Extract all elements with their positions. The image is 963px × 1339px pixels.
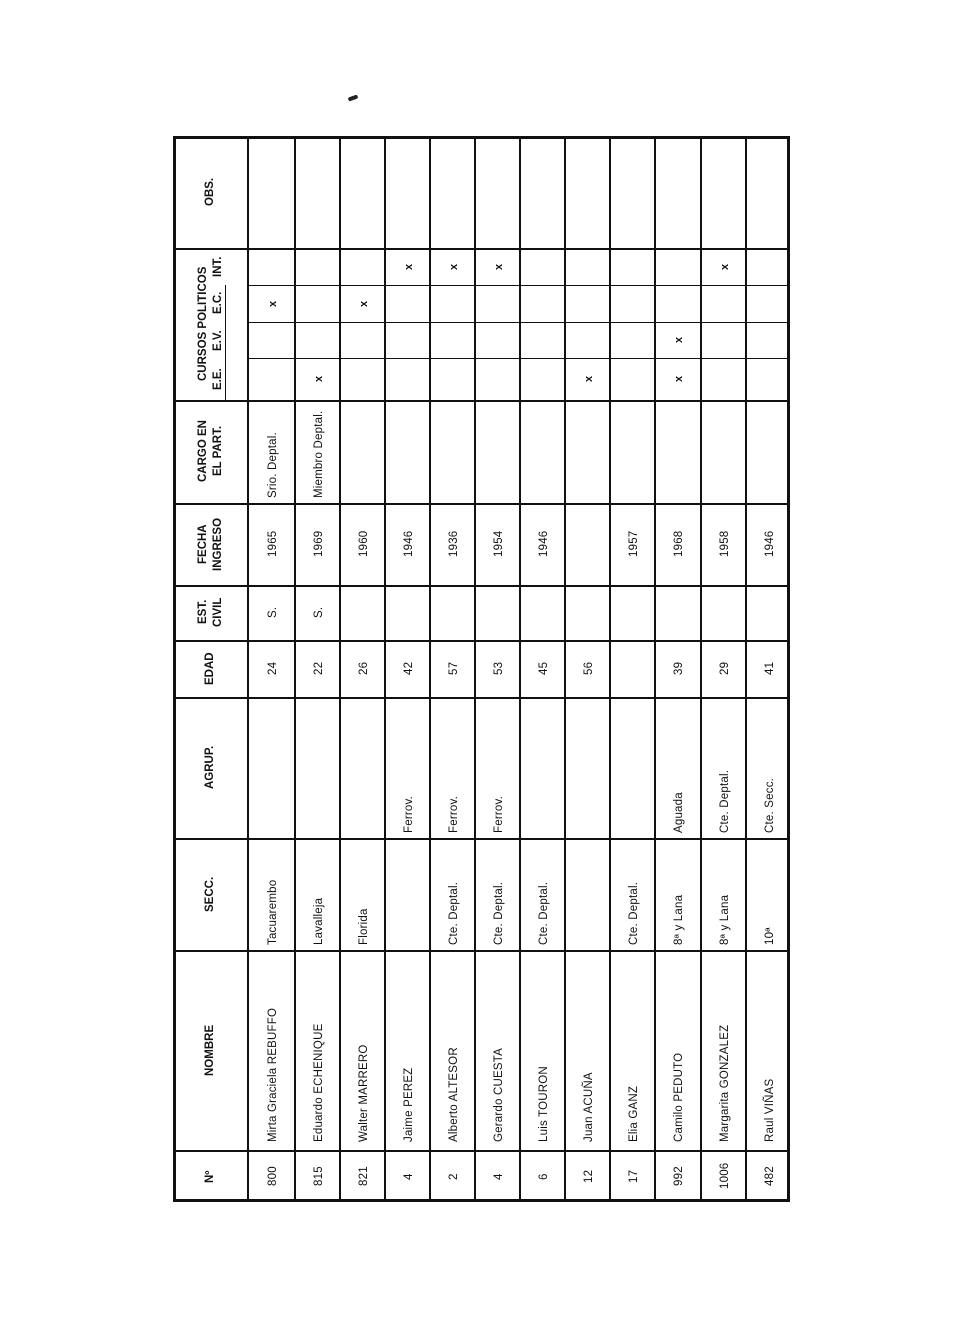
row-divider [294,136,296,1201]
cursos-mark-int: x [447,263,460,270]
column-divider [173,136,790,138]
cell-edad: 53 [492,661,505,675]
header-ec: E.C. [212,291,224,314]
cell-edad: 45 [537,661,550,675]
cell-fecha: 1958 [718,530,731,557]
cell-secc: 8ª y Lana [718,894,731,945]
column-divider [173,697,790,699]
cursos-mark-ev: x [673,336,685,343]
cell-nombre: Walter MARRERO [357,1044,370,1142]
cell-numero: 800 [266,1166,279,1186]
cell-secc: 8ª y Lana [673,894,685,945]
cell-agrup: Cte. Secc. [763,777,776,833]
cell-numero: 821 [357,1166,370,1186]
column-divider [173,640,790,642]
cell-secc: 10ª [763,927,776,945]
cell-numero: 4 [402,1172,415,1180]
header-est-civil: EST. [197,599,209,624]
cursos-mark-ee: x [673,375,685,382]
cursos-mark-int: x [402,263,415,270]
cell-numero: 815 [312,1166,325,1186]
row-divider [519,136,521,1201]
cell-cargo: Srio. Deptal. [266,432,279,498]
cursos-sub-tick [225,322,226,358]
cell-edad: 26 [357,661,370,675]
cell-fecha: 1960 [357,530,370,557]
cell-edad: 39 [673,661,685,675]
column-divider [173,400,790,402]
cell-nombre: Luis TOURON [537,1066,550,1142]
cell-est-civil: S. [266,606,279,618]
cell-est-civil: S. [312,606,325,618]
row-divider [745,136,747,1201]
cell-nombre: Gerardo CUESTA [492,1048,505,1142]
cell-secc: Cte. Deptal. [537,881,550,945]
row-divider [247,136,249,1201]
header-agrup: AGRUP. [204,745,216,789]
cell-nombre: Mirta Graciela REBUFFO [266,1007,279,1142]
cursos-sub-tick [225,358,226,400]
row-divider [339,136,341,1201]
cell-nombre: Elia GANZ [627,1085,640,1142]
cell-fecha: 1946 [537,530,550,557]
table-border-bottom [173,1199,790,1202]
cell-fecha: 1957 [627,530,640,557]
header-obs: OBS. [204,177,216,206]
cell-numero: 482 [763,1166,776,1186]
column-divider [173,1150,790,1152]
cell-edad: 56 [582,661,595,675]
row-divider [384,136,386,1201]
row-divider [609,136,611,1201]
column-divider [173,585,790,587]
cell-numero: 992 [673,1166,685,1186]
cell-nombre: Jaime PEREZ [402,1067,415,1142]
cell-agrup: Aguada [673,792,685,833]
header-ev: E.V. [212,329,224,351]
cell-fecha: 1954 [492,530,505,557]
cell-nombre: Eduardo ECHENIQUE [312,1023,325,1142]
cell-secc: Lavalleja [312,897,325,945]
table-border-right [787,136,790,1201]
cursos-mark-int: x [492,263,505,270]
header-cargo: EL PART. [212,425,224,476]
cell-fecha: 1965 [266,530,279,557]
cell-cargo: Miembro Deptal. [312,410,325,498]
header-est-civil: CIVIL [212,597,224,627]
cell-fecha: 1969 [312,530,325,557]
cell-numero: 12 [582,1169,595,1183]
header-edad: EDAD [204,651,216,685]
cell-nombre: Alberto ALTESOR [447,1047,460,1142]
cell-nombre: Raul VIÑAS [763,1078,776,1142]
cell-agrup: Ferrov. [447,796,460,833]
header-int: INT. [212,256,224,277]
row-divider [700,136,702,1201]
cell-agrup: Ferrov. [402,796,415,833]
cell-fecha: 1946 [763,530,776,557]
cursos-mark-ee: x [582,375,595,382]
row-divider [429,136,431,1201]
row-divider [474,136,476,1201]
cell-secc: Cte. Deptal. [492,881,505,945]
cell-fecha: 1968 [673,530,685,557]
cell-secc: Tacuarembo [266,879,279,945]
cell-edad: 24 [266,661,279,675]
cell-secc: Cte. Deptal. [627,881,640,945]
row-divider [564,136,566,1201]
cursos-subdivider [247,322,790,323]
cursos-sub-tick [225,285,226,322]
cell-numero: 6 [537,1172,550,1180]
column-divider [173,838,790,840]
cell-secc: Florida [357,908,370,945]
cell-edad: 42 [402,661,415,675]
table-border-left [173,136,176,1201]
header-numero: Nº [204,1169,216,1183]
cursos-mark-ee: x [312,375,325,382]
header-fecha: FECHA [197,524,209,564]
column-divider [173,248,790,250]
ink-speck [348,94,359,101]
row-divider [654,136,656,1201]
header-cargo: CARGO EN [197,420,209,482]
cell-edad: 29 [718,661,731,675]
cell-nombre: Juan ACUÑA [582,1072,595,1142]
cell-fecha: 1936 [447,530,460,557]
header-cursos: CURSOS POLITICOS [197,266,209,381]
cell-secc: Cte. Deptal. [447,881,460,945]
cell-numero: 1006 [718,1162,731,1189]
cell-numero: 4 [492,1172,505,1180]
column-divider [173,950,790,952]
header-nombre: NOMBRE [204,1024,216,1076]
cursos-mark-ec: x [266,300,279,307]
cell-agrup: Cte. Deptal. [718,769,731,833]
header-secc: SECC. [204,876,216,912]
cursos-subdivider [247,358,790,359]
cell-numero: 2 [447,1172,460,1180]
cell-nombre: Margarita GONZALEZ [718,1024,731,1142]
cursos-subdivider [247,285,790,286]
cell-edad: 22 [312,661,325,675]
cell-numero: 17 [627,1169,640,1183]
header-fecha: INGRESO [212,517,224,571]
cell-agrup: Ferrov. [492,796,505,833]
cursos-mark-ec: x [357,300,370,307]
cursos-mark-int: x [718,263,731,270]
cell-edad: 57 [447,661,460,675]
column-divider [173,503,790,505]
cell-nombre: Camilo PEDUTO [673,1052,685,1142]
cell-fecha: 1946 [402,530,415,557]
header-ee: E.E. [212,368,224,390]
cell-edad: 41 [763,661,776,675]
